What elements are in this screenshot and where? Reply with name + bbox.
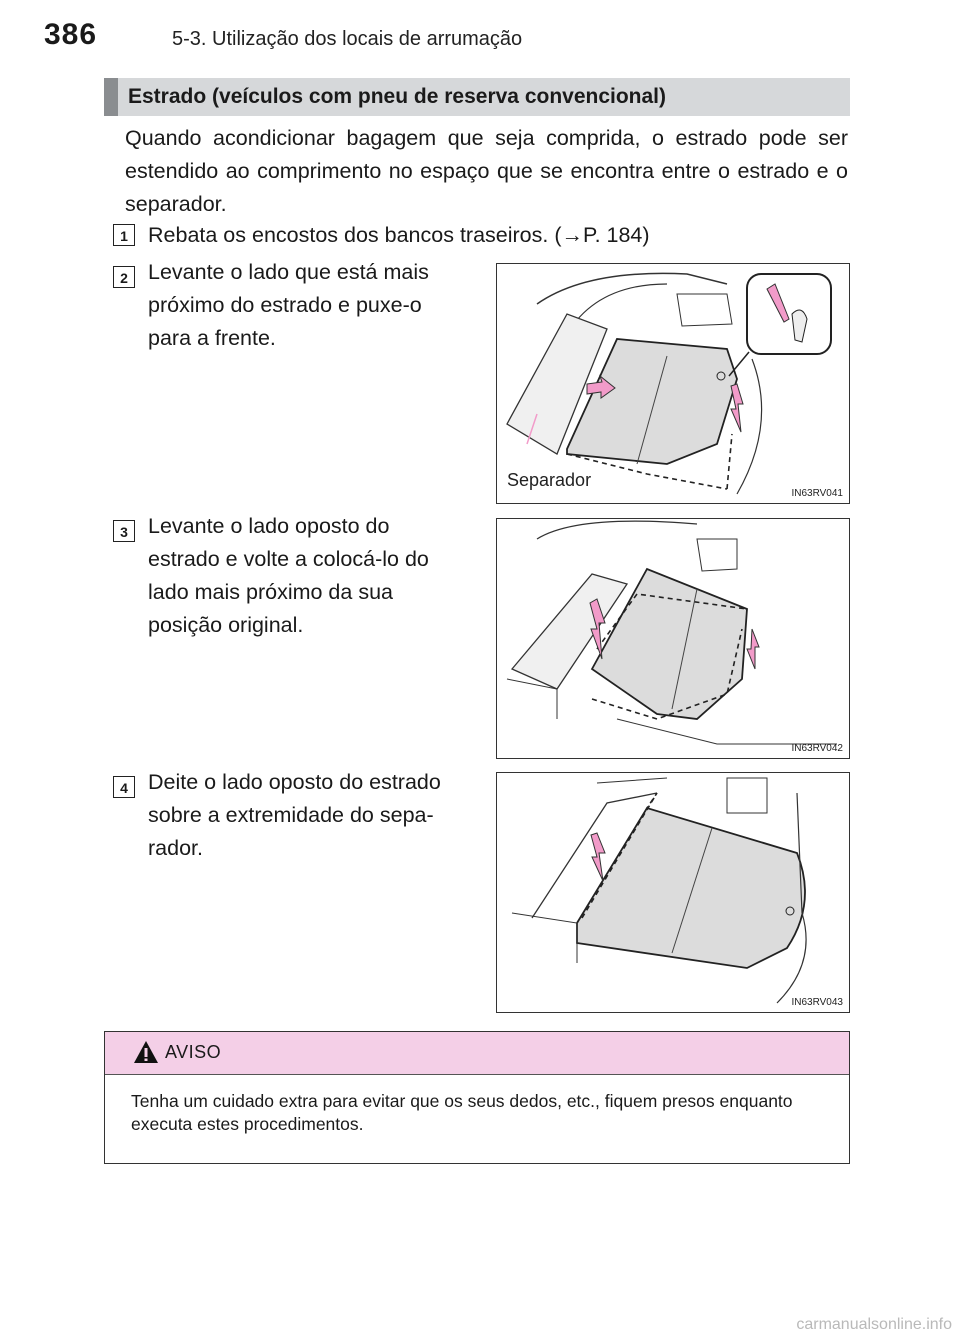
warning-triangle-icon <box>133 1040 159 1064</box>
warning-text: Tenha um cuidado extra para evitar que os seus dedos, etc., fiquem presos enquanto executa estes procedimentos. <box>131 1091 793 1134</box>
figure-callout-separador: Separador <box>507 470 592 490</box>
step-line: rador. <box>148 836 203 860</box>
step-number-2: 2 <box>113 266 135 288</box>
figure-code: IN63RV043 <box>791 997 843 1008</box>
step-text-3 <box>148 510 474 642</box>
warning-header <box>105 1032 849 1075</box>
step-text-4 <box>148 766 474 865</box>
step-line: próximo do estrado e puxe-o <box>148 293 422 317</box>
figure-step-2 <box>496 263 850 504</box>
step-number-4: 4 <box>113 776 135 798</box>
step-line: para a frente. <box>148 326 276 350</box>
step-text-2 <box>148 256 474 355</box>
figure-step-4 <box>496 772 850 1013</box>
step-number-3: 3 <box>113 520 135 542</box>
page-number: 386 <box>44 18 98 51</box>
step-line: posição original. <box>148 613 304 637</box>
section-title: 5-3. Utilização dos locais de arrumação <box>172 28 523 50</box>
figure-code: IN63RV041 <box>791 488 843 499</box>
step-number-1: 1 <box>113 224 135 246</box>
step-line: lado mais próximo da sua <box>148 580 393 604</box>
step-text-1: Rebata os encostos dos bancos traseiros. (→P. 184) <box>148 223 650 247</box>
arrow-lift-icon <box>747 629 759 669</box>
step-line: Levante o lado que está mais <box>148 260 429 284</box>
step-line: sobre a extremidade do sepa- <box>148 803 434 827</box>
intro-paragraph: Quando acondicionar bagagem que seja comprida, o estrado pode ser estendido ao comprimento no espaço que se encontra entre o estrado e o separador. <box>125 126 848 216</box>
cargo-illustration <box>497 519 849 758</box>
watermark: carmanualsonline.info <box>796 1316 952 1333</box>
warning-box <box>104 1031 850 1164</box>
arrow-lift-icon <box>731 384 743 432</box>
cargo-illustration <box>497 773 849 1012</box>
figure-code: IN63RV042 <box>791 743 843 754</box>
step-line: estrado e volte a colocá-lo do <box>148 547 429 571</box>
figure-step-3 <box>496 518 850 759</box>
cargo-illustration <box>497 264 849 503</box>
section-heading: Estrado (veículos com pneu de reserva convencional) <box>104 78 850 116</box>
arrow-lift-icon <box>591 833 605 881</box>
step-line: Deite o lado oposto do estrado <box>148 770 441 794</box>
step-line: Levante o lado oposto do <box>148 514 390 538</box>
warning-title: AVISO <box>165 1042 222 1062</box>
